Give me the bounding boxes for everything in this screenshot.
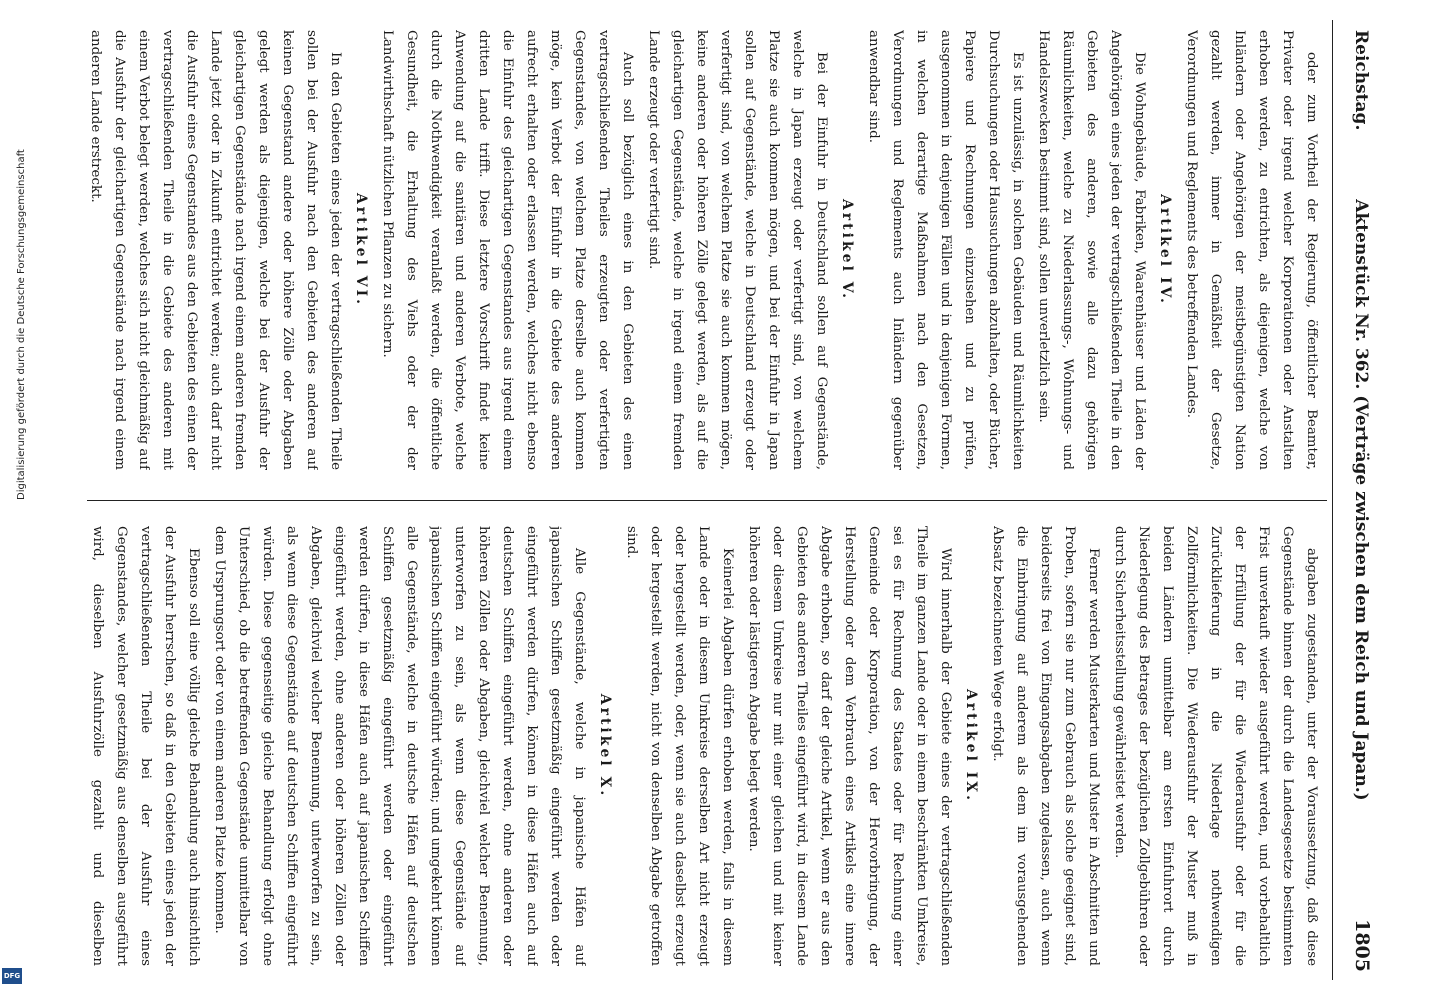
document-page bbox=[77, 20, 1377, 980]
article-heading: Artikel V. bbox=[839, 198, 855, 302]
article-heading: Artikel IV. bbox=[1157, 194, 1173, 306]
paragraph: Auch soll bezüglich eines in den Gebieten des einen vertragschließenden Theiles erzeugten oder verfertigten Gegenstandes, von welchem Platze derselbe auch kommen möge, kein Verbot der Einfuhr in die Gebiete des anderen aufrecht erhalten oder erlassen werden, welches nicht ebenso die Einfuhr des gleichartigen Gegenstandes aus irgend einem dritten Lande trifft. Diese letztere Vorschrift findet keine Anwendung auf die sanitären und anderen Verbote, welche durch die Nothwendigkeit veranlaßt werden, die öffentliche Gesundheit, die Erhaltung des Viehs oder der der Landwirthschaft nützlichen Pflanzen zu sichern. bbox=[380, 30, 635, 470]
page-header bbox=[1332, 20, 1377, 980]
paragraph: Wird innerhalb der Gebiete eines der vertragschließenden Theile im ganzen Lande oder in einem beschränkten Umkreise, sei es für Rechnung des Staates oder für Rechnung einer Gemeinde oder Korporation, von der Hervorbringung, der Herstellung oder dem Verbrauch eines Artikels eine innere Abgabe erhoben, so darf der gleiche Artikel, wenn er aus den Gebieten des anderen Theiles eingeführt wird, in diesem Lande oder diesem Umkreise nur mit einer gleichen und mit keiner höheren oder lästigeren Abgabe belegt werden. bbox=[746, 526, 953, 966]
paragraph: In den Gebieten eines jeden der vertragschließenden Theile sollen bei der Ausfuhr nach den Gebieten des anderen auf keinen Gegenstand andere oder höhere Zölle oder Abgaben gelegt werden als diejenigen, welche bei der Ausfuhr der gleichartigen Gegenstände nach irgend einem anderen fremden Lande jetzt oder in Zukunft entrichtet werden; auch darf nicht die Ausfuhr eines Gegenstandes aus den Gebieten des einen der vertragschließenden Theile in die Gebiete des anderen mit einem Verbot belegt werden, welches sich nicht gleichmäßig auf die Ausfuhr der gleichartigen Gegenstände nach irgend einem anderen Lande erstreckt. bbox=[88, 30, 343, 470]
paragraph: oder zum Vortheil der Regierung, öffentlicher Beamter, Privater oder irgend welcher Korporationen oder Anstalten erhoben werden, zu entrichten, als diejenigen, welche von Inländern oder Angehörigen der meistbegünstigten Nation gezahlt werden, immer in Gemäßheit der Gesetze, Verordnungen und Reglements des betreffenden Landes. bbox=[1184, 30, 1319, 470]
paragraph: Ebenso soll eine völlig gleiche Behandlung auch hinsichtlich der Ausfuhr herrschen, so daß in den Gebieten eines jeden der vertragschließenden Theile bei der Ausfuhr eines Gegenstandes, welcher gesetzmäßig aus denselben ausgeführt wird, dieselben Ausfuhrzölle gezahlt und dieselben bbox=[90, 526, 201, 966]
right-column bbox=[87, 526, 1323, 966]
header-left: Reichstag. bbox=[1351, 30, 1371, 131]
page-number: 1805 bbox=[1351, 919, 1373, 972]
header-title: Aktenstück Nr. 362. (Verträge zwischen dem Reich und Japan.) bbox=[1351, 199, 1371, 801]
article-heading: Artikel X. bbox=[597, 693, 613, 799]
digitization-note: Digitalisierung gefördert durch die Deutsche Forschungsgemeinschaft bbox=[16, 149, 27, 500]
article-heading: Artikel IX. bbox=[963, 688, 979, 804]
paragraph: Keinerlei Abgaben dürfen erhoben werden, falls in diesem Lande oder in diesem Umkreise derselben Art nicht erzeugt oder hergestellt werden, oder, wenn sie auch daselbst erzeugt oder hergestellt werden, nicht von denselben Abgabe getroffen sind. bbox=[624, 526, 735, 966]
article-heading: Artikel VI. bbox=[353, 192, 369, 308]
paragraph: Die Wohngebäude, Fabriken, Waarenhäuser und Läden der Angehörigen eines jeden der vertragschließenden Theile in den Gebieten des anderen, sowie alle dazu gehörigen Räumlichkeiten, welche zu Niederlassungs-, Wohnungs- und Handelszwecken bestimmt sind, sollen unverletzlich sein. bbox=[1036, 30, 1147, 470]
paragraph: Ferner werden Musterkarten und Muster in Abschnitten und Proben, sofern sie nur zum Gebrauch als solche geeignet sind, beiderseits frei von Eingangsabgaben zugelassen, auch wenn die Einbringung auf anderem als dem im vorausgehenden Absatz bezeichneten Wege erfolgt. bbox=[990, 526, 1101, 966]
left-column bbox=[87, 30, 1323, 470]
paragraph: Es ist unzulässig, in solchen Gebäuden und Räumlichkeiten Durchsuchungen oder Haussuchungen abzuhalten, oder Bücher, Papiere und Rechnungen einzusehen und zu prüfen, ausgenommen in denjenigen Fällen und in denjenigen Formen, in welchen derartige Maßnahmen nach den Gesetzen, Verordnungen und Reglements auch Inländern gegenüber anwendbar sind. bbox=[866, 30, 1025, 470]
dfg-logo: DFG bbox=[2, 968, 22, 984]
paragraph: abgaben zugestanden, unter der Voraussetzung, daß diese Gegenstände binnen der durch die Landesgesetze bestimmten Frist unverkauft wieder ausgeführt werden, und vorbehaltlich der Erfüllung der für die Wiederausfuhr oder für die Zurücklieferung in die Niederlage nothwendigen Zollförmlichkeiten. Die Wiederausfuhr der Muster muß in beiden Ländern unmittelbar am ersten Einfuhrort durch Niederlegung des Betrages der bezüglichen Zollgebühren oder durch Sicherheitsstellung gewährleistet werden. bbox=[1112, 526, 1319, 966]
paragraph: Alle Gegenstände, welche in japanische Häfen auf japanischen Schiffen gesetzmäßig eingeführt werden oder eingeführt werden dürfen, können in diese Häfen auch auf deutschen Schiffen eingeführt werden, ohne anderen oder höheren Zöllen oder Abgaben, gleichviel welcher Benennung, unterworfen zu sein, als wenn diese Gegenstände auf japanischen Schiffen eingeführt würden; und umgekehrt können alle Gegenstände, welche in deutsche Häfen auf deutschen Schiffen gesetzmäßig eingeführt werden oder eingeführt werden dürfen, in diese Häfen auch auf japanischen Schiffen eingeführt werden, ohne anderen oder höheren Zöllen oder Abgaben, gleichviel welcher Benennung, unterworfen zu sein, als wenn diese Gegenstände auf deutschen Schiffen eingeführt würden. Diese gegenseitige gleiche Behandlung erfolgt ohne Unterschied, ob die betreffenden Gegenstände unmittelbar von dem Ursprungsort oder von einem anderen Platze kommen. bbox=[212, 526, 587, 966]
column-divider bbox=[87, 500, 1327, 501]
paragraph: Bei der Einfuhr in Deutschland sollen auf Gegenstände, welche in Japan erzeugt oder verfertigt sind, von welchem Platze sie auch kommen mögen, und bei der Einfuhr in Japan sollen auf Gegenstände, welche in Deutschland erzeugt oder verfertigt sind, von welchem Platze sie auch kommen mögen, keine anderen oder höheren Zölle gelegt werden, als auf die gleichartigen Gegenstände, welche in irgend einem fremden Lande erzeugt oder verfertigt sind. bbox=[646, 30, 829, 470]
